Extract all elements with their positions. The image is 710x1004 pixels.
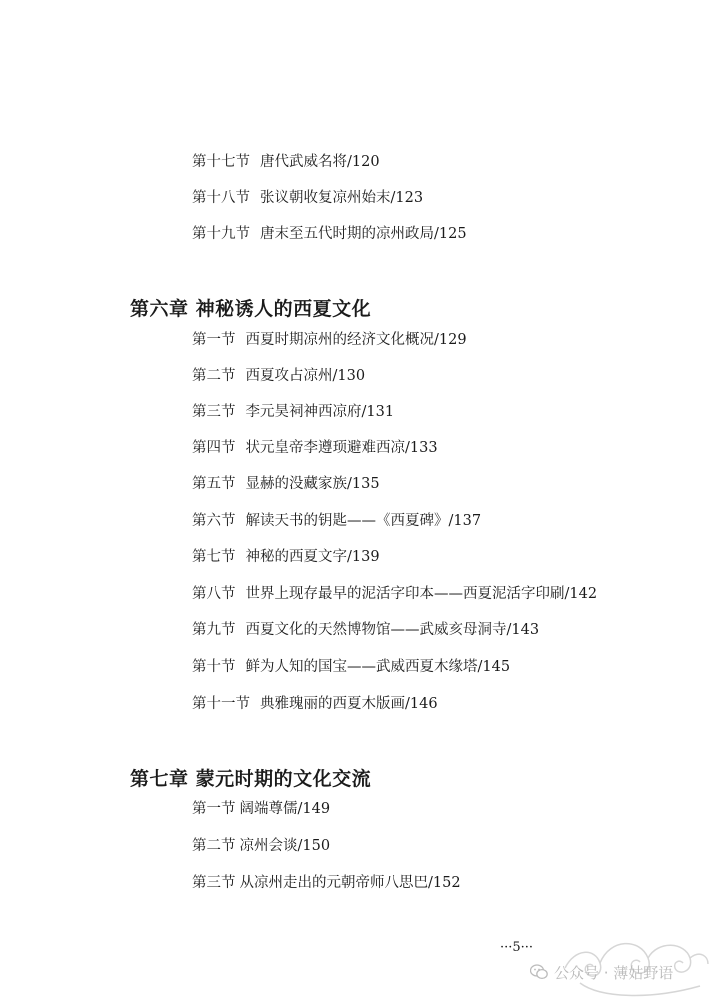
section-number: 第一节 [192, 801, 236, 817]
section-title: 唐末至五代时期的凉州政局/125 [260, 226, 467, 242]
section-number: 第五节 [192, 476, 236, 492]
section-number: 第三节 [192, 404, 236, 420]
section-title: 凉州会谈/150 [239, 838, 331, 854]
toc-entry [192, 509, 481, 530]
section-number: 第十九节 [192, 226, 250, 242]
section-title: 唐代武威名将/120 [260, 154, 380, 170]
toc-entry [192, 400, 394, 421]
section-title: 阔端尊儒/149 [239, 801, 331, 817]
section-title: 张议朝收复凉州始末/123 [260, 190, 424, 206]
toc-entry [192, 222, 467, 243]
section-number: 第三节 [192, 875, 236, 891]
section-number: 第十七节 [192, 154, 250, 170]
chapter-heading: 第六章 神秘诱人的西夏文化 [130, 298, 372, 320]
toc-entry [192, 436, 438, 457]
toc-entry [192, 186, 423, 207]
section-number: 第四节 [192, 440, 236, 456]
section-title: 西夏文化的天然博物馆——武威亥母洞寺/143 [245, 622, 540, 638]
section-title: 西夏攻占凉州/130 [245, 368, 366, 384]
section-number: 第九节 [192, 622, 236, 638]
section-title: 从凉州走出的元朝帝师八思巴/152 [239, 875, 461, 891]
section-title: 西夏时期凉州的经济文化概况/129 [245, 332, 467, 348]
toc-entry [192, 582, 597, 603]
section-number: 第十节 [192, 659, 236, 675]
section-number: 第六节 [192, 513, 236, 529]
section-number: 第七节 [192, 549, 236, 565]
toc-entry [192, 328, 467, 349]
watermark-text: 公众号 · 薄姑野语 [554, 964, 674, 982]
section-number: 第十一节 [192, 696, 250, 712]
page-number: ···5··· [500, 940, 534, 955]
section-number: 第二节 [192, 838, 236, 854]
toc-entry [192, 545, 380, 566]
toc-entry [192, 692, 438, 713]
toc-entry [192, 618, 539, 639]
toc-entry [192, 150, 380, 171]
toc-entry [192, 834, 330, 855]
toc-entry [192, 871, 461, 892]
wechat-icon [530, 964, 548, 980]
toc-entry [192, 655, 510, 676]
toc-entry [192, 472, 380, 493]
chapter-heading: 第七章 蒙元时期的文化交流 [130, 768, 372, 790]
section-title: 典雅瑰丽的西夏木版画/146 [260, 696, 438, 712]
section-title: 神秘的西夏文字/139 [245, 549, 380, 565]
section-title: 解读天书的钥匙——《西夏碑》/137 [245, 513, 482, 529]
section-number: 第二节 [192, 368, 236, 384]
section-number: 第八节 [192, 586, 236, 602]
section-number: 第十八节 [192, 190, 250, 206]
toc-entry [192, 364, 365, 385]
section-number: 第一节 [192, 332, 236, 348]
toc-entry [192, 797, 330, 818]
section-title: 李元昊祠神西凉府/131 [245, 404, 395, 420]
section-title: 世界上现存最早的泥活字印本——西夏泥活字印刷/142 [245, 586, 598, 602]
watermark [530, 962, 673, 983]
section-title: 鲜为人知的国宝——武威西夏木缘塔/145 [245, 659, 511, 675]
section-title: 显赫的没藏家族/135 [245, 476, 380, 492]
section-title: 状元皇帝李遵顼避难西凉/133 [245, 440, 438, 456]
